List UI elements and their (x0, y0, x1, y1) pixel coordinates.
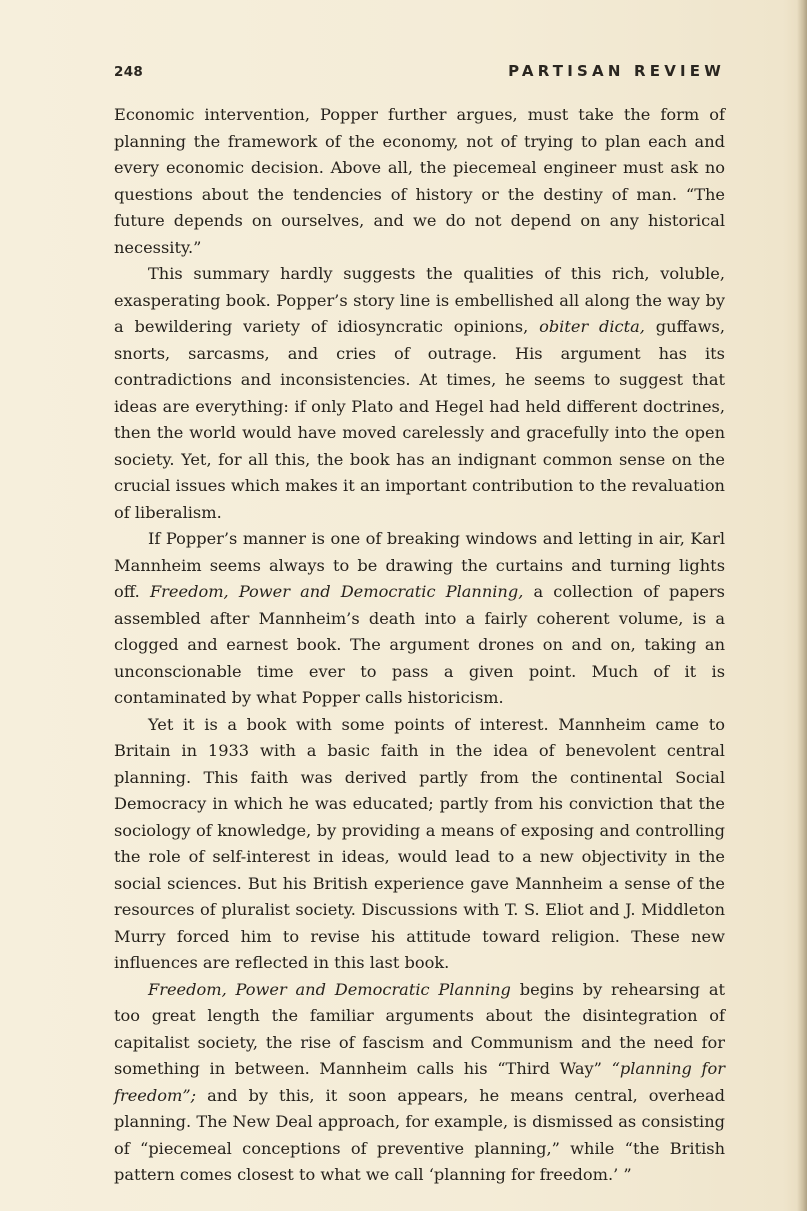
text-run: a collection of papers assembled after Mannheim’s death into a fairly coherent volume, is a clogged and earnest book. The argument drones on and on, taking an unconscionable time ever to pass a given point. Much of it is contaminated by what Popper calls historicism. (114, 582, 725, 707)
text-run: If Popper’s manner is one of breaking windows and letting in air, Karl Mannheim seems always to be drawing the curtains and turning lights off. (114, 529, 725, 601)
text-run: guffaws, snorts, sarcasms, and cries of outrage. His argument has its contradictions and inconsistencies. At times, he seems to suggest that ideas are everything: if only Plato and Hegel had held different doctrines, then the world would have moved carelessly and gracefully into the open society. Yet, for all this, the book has an indignant common sense on the crucial issues which makes it an important contribution to the revaluation of liberalism. (114, 317, 725, 522)
text-run: begins by rehearsing at too great length the familiar arguments about the disintegration of capitalist society, the rise of fascism and Communism and the need for something in between. Mannheim calls his “Third Way” (114, 979, 725, 1078)
page-number: 248 (114, 64, 144, 80)
text-run: and by this, it soon appears, he means central, overhead planning. The New Deal approach, for example, is dismissed as consisting of “piecemeal conceptions of preventive planning,” while “the British pattern comes closest to what we call ‘planning for freedom.’ ” (114, 1085, 725, 1184)
italic-run: Freedom, Power and Democratic Planning, (149, 582, 524, 601)
italic-run: Freedom, Power and Democratic Planning (148, 979, 511, 999)
italic-run: obiter dicta, (539, 317, 645, 336)
paragraph (114, 526, 725, 712)
paragraph (114, 977, 725, 1189)
paragraph (114, 261, 725, 526)
paragraph (114, 712, 725, 977)
paragraph (114, 102, 725, 261)
text-run: Yet it is a book with some points of interest. Mannheim came to Britain in 1933 with a basic faith in the idea of benevolent central planning. This faith was derived partly from the continental Social Democracy in which he was educated; partly from his conviction that the sociology of knowledge, by providing a means of exposing and controlling the role of self-interest in ideas, would lead to a new objectivity in the social sciences. But his British experience gave Mannheim a sense of the resources of pluralist society. Discussions with T. S. Eliot and J. Middleton Murry forced him to revise his attitude toward religion. These new influences are reflected in this last book. (114, 714, 725, 972)
text-run: This summary hardly suggests the qualities of this rich, voluble, exasperating book. Popper’s story line is embellished all along the way by a bewildering variety of idiosyncratic opinions, (114, 264, 725, 336)
running-title: PARTISAN REVIEW (508, 62, 725, 80)
text-run: Economic intervention, Popper further argues, must take the form of planning the framework of the economy, not of trying to plan each and every economic decision. Above all, the piecemeal engineer must ask no questions about the tendencies of history or the destiny of man. “The future depends on ourselves, and we do not depend on any historical necessity.” (114, 105, 725, 257)
page-edge-shadow (797, 0, 807, 1211)
running-header (114, 62, 725, 84)
italic-run: “planning for freedom”; (114, 1059, 726, 1105)
body-text (114, 102, 725, 1189)
